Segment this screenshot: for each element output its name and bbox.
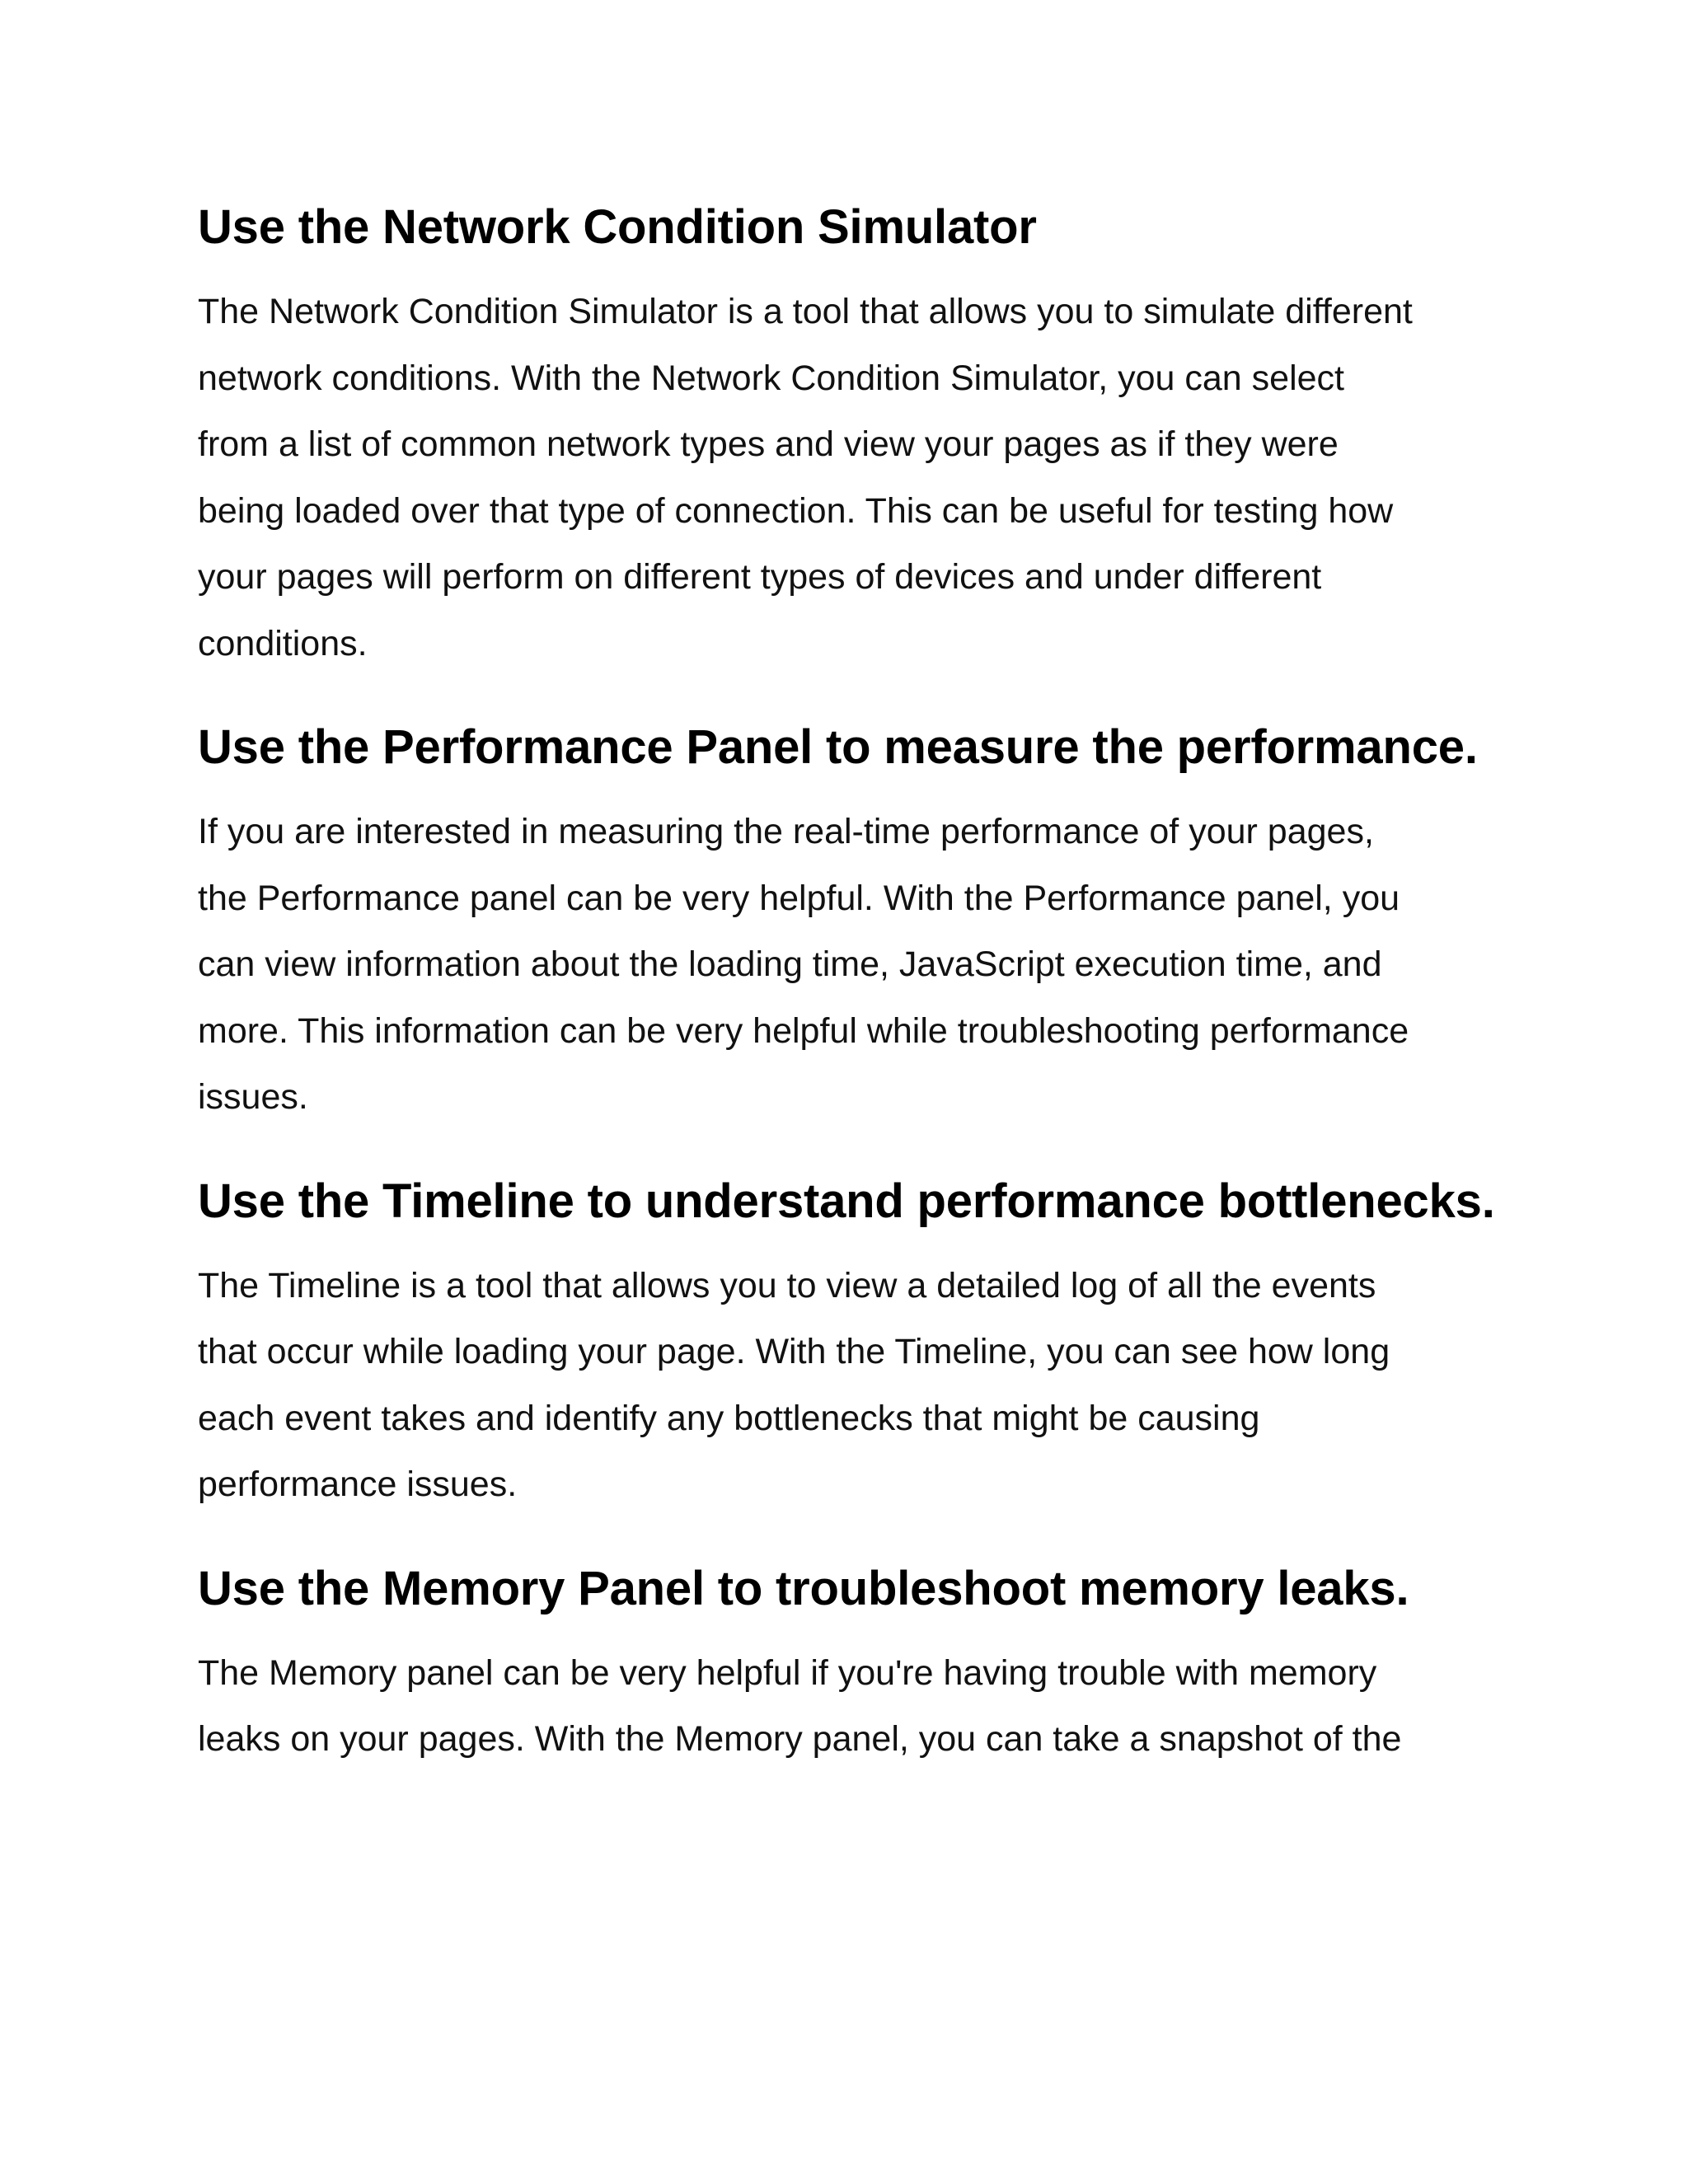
paragraph-line: more. This information can be very helpful while troubleshooting performance bbox=[198, 1010, 1409, 1051]
paragraph-line: issues. bbox=[198, 1077, 308, 1117]
section-heading: Use the Timeline to understand performance bottlenecks. bbox=[198, 1174, 1495, 1228]
section-heading: Use the Network Condition Simulator bbox=[198, 200, 1037, 254]
section-memory-panel bbox=[198, 1543, 1517, 1773]
paragraph-line: The Network Condition Simulator is a tool that allows you to simulate different bbox=[198, 292, 1413, 331]
paragraph-line: The Memory panel can be very helpful if you're having trouble with memory bbox=[198, 1652, 1377, 1693]
paragraph-line: performance issues. bbox=[198, 1465, 518, 1504]
paragraph-line: network conditions. With the Network Condition Simulator, you can select bbox=[198, 358, 1344, 398]
paragraph-line: your pages will perform on different types of devices and under different bbox=[198, 557, 1322, 597]
paragraph-line: being loaded over that type of connection. This can be useful for testing how bbox=[198, 490, 1394, 531]
paragraph-line: can view information about the loading time, JavaScript execution time, and bbox=[198, 944, 1382, 984]
paragraph-line: leaks on your pages. With the Memory panel, you can take a snapshot of the bbox=[198, 1719, 1402, 1759]
paragraph-line: from a list of common network types and view your pages as if they were bbox=[198, 424, 1339, 464]
paragraph-line: The Timeline is a tool that allows you to view a detailed log of all the events bbox=[198, 1265, 1376, 1305]
paragraph-line: that occur while loading your page. With the Timeline, you can see how long bbox=[198, 1332, 1390, 1371]
paragraph-line: conditions. bbox=[198, 623, 368, 663]
paragraph-line: If you are interested in measuring the real-time performance of your pages, bbox=[198, 812, 1374, 851]
section-network-condition-simulator bbox=[198, 181, 1517, 677]
section-heading: Use the Memory Panel to troubleshoot memory leaks. bbox=[198, 1561, 1409, 1615]
paragraph-line: each event takes and identify any bottlenecks that might be causing bbox=[198, 1398, 1260, 1438]
paragraph-line: the Performance panel can be very helpful. With the Performance panel, you bbox=[198, 878, 1400, 918]
section-performance-panel bbox=[198, 701, 1517, 1131]
section-heading: Use the Performance Panel to measure the performance. bbox=[198, 720, 1478, 774]
document-content bbox=[198, 181, 1517, 1773]
section-timeline bbox=[198, 1155, 1517, 1518]
